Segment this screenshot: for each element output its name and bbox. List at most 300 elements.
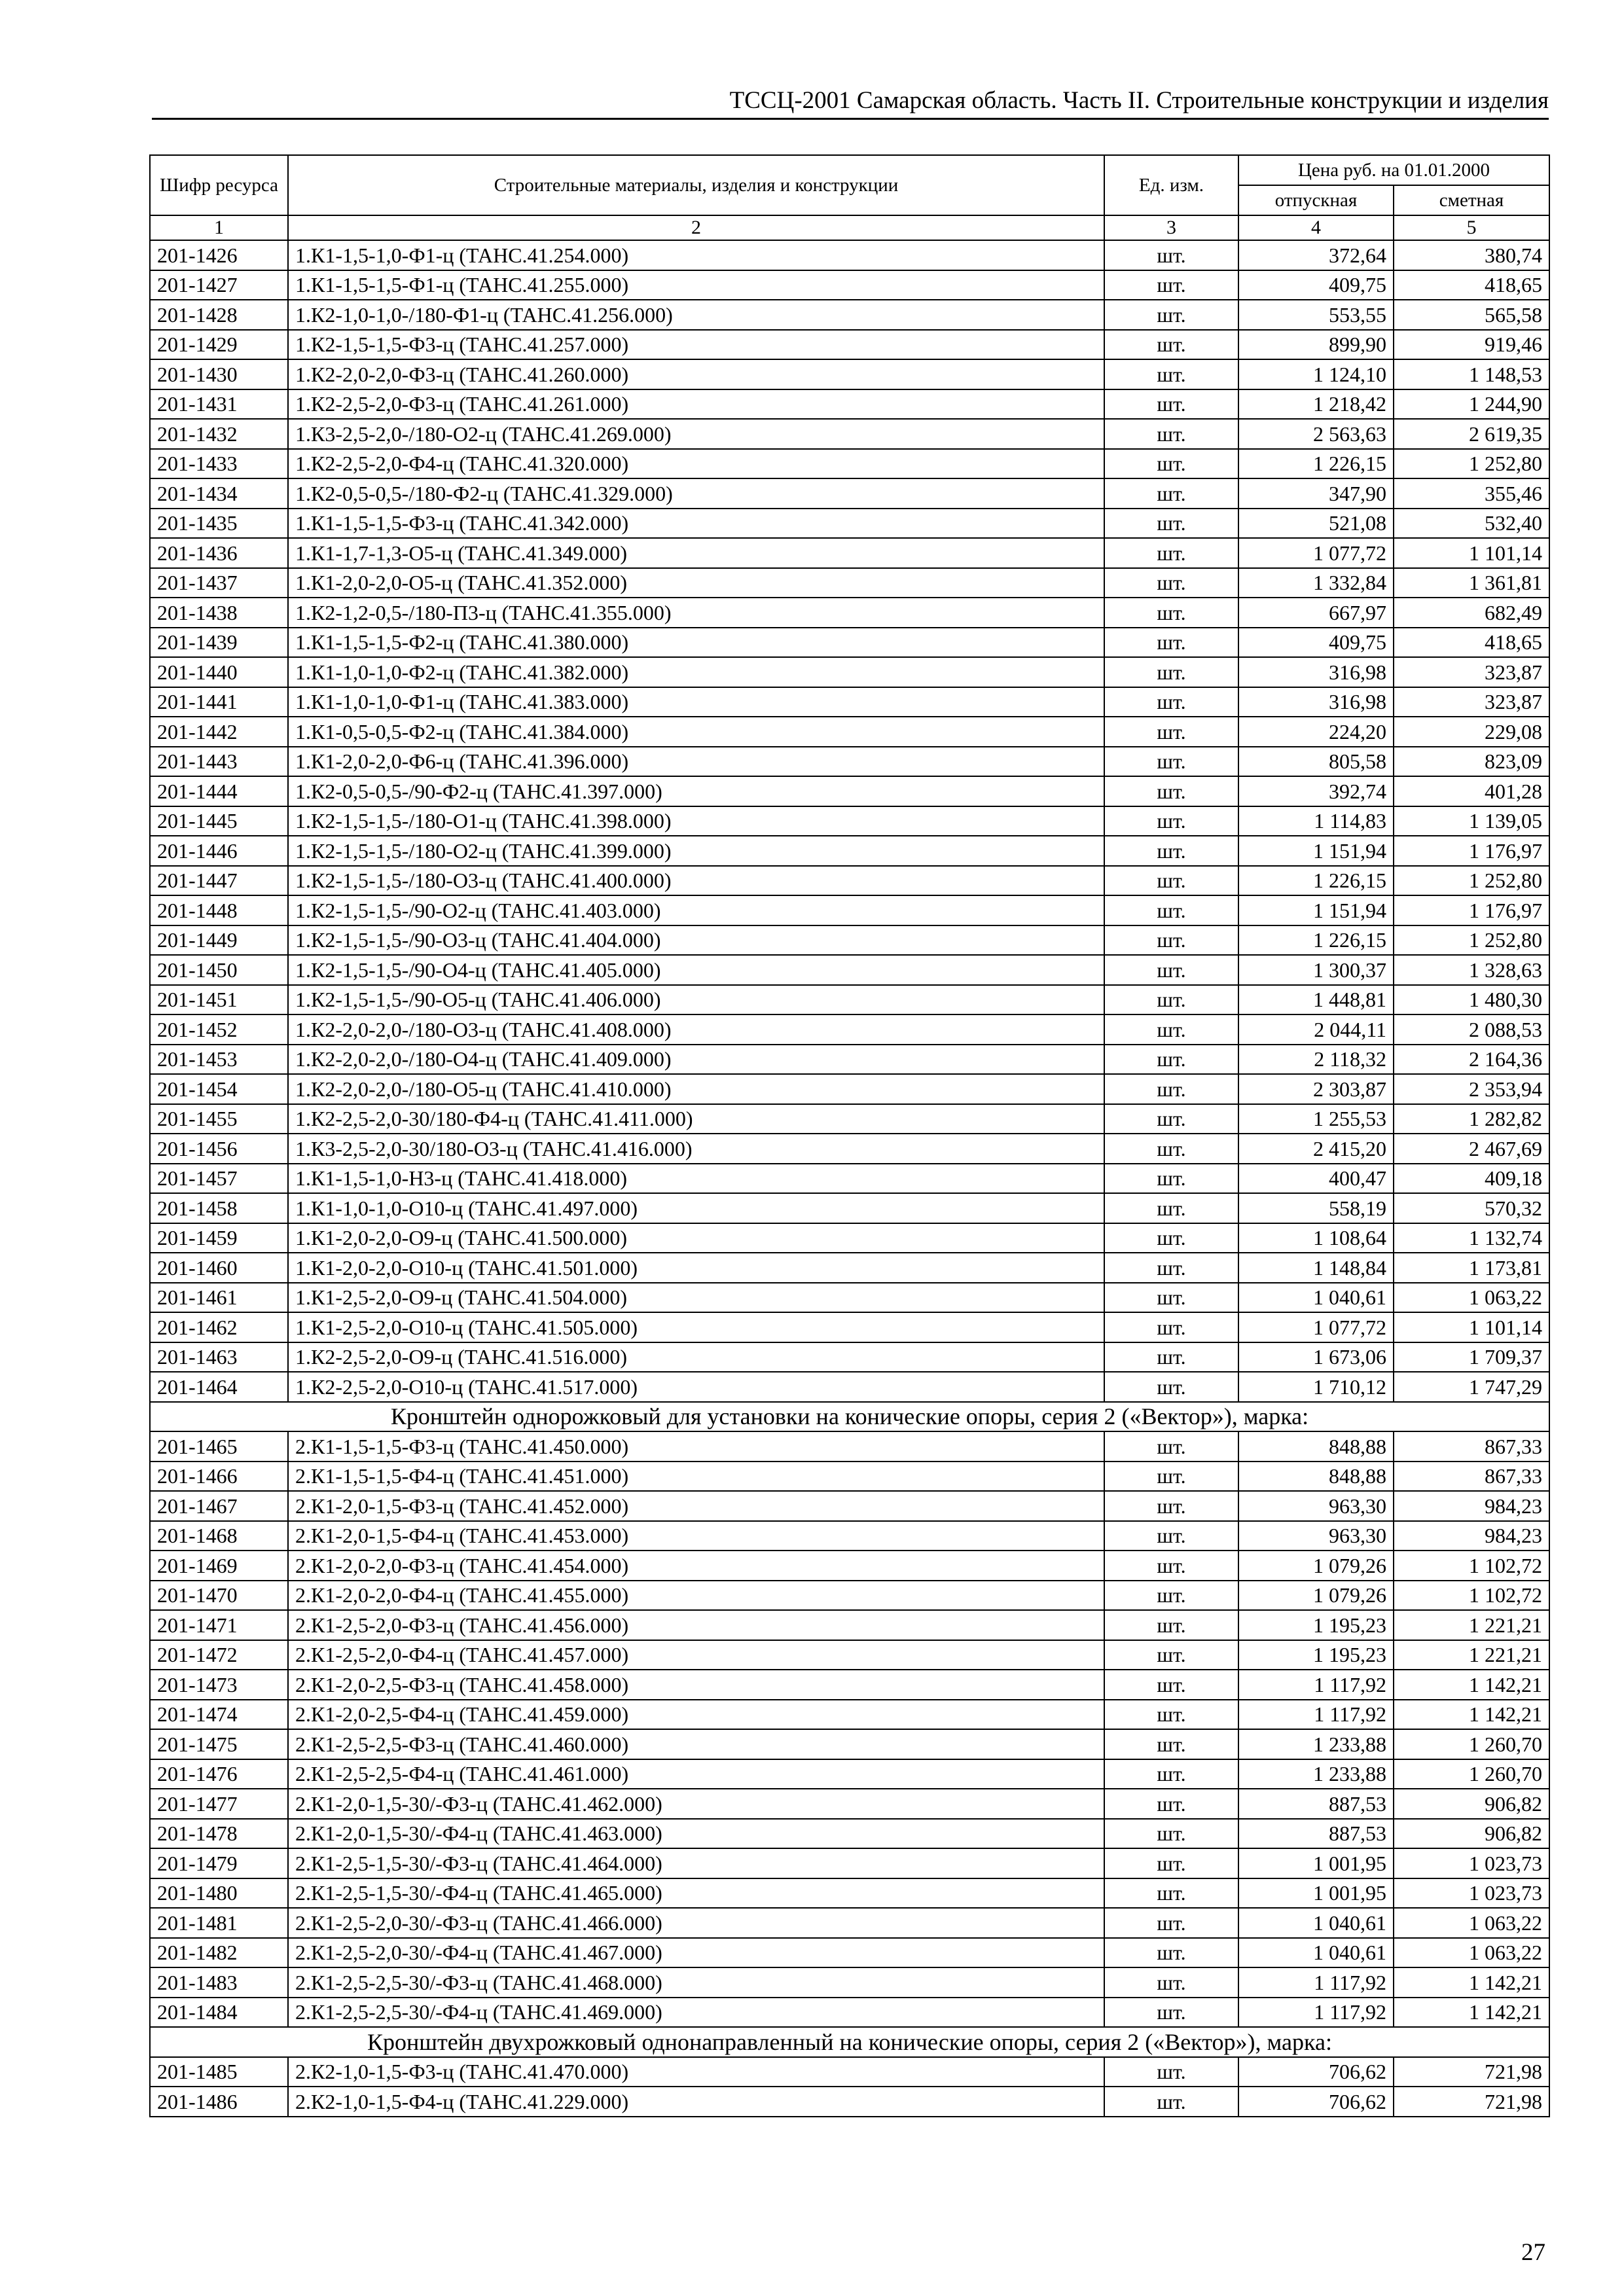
- cell-estimate-price: 1 142,21: [1394, 1700, 1549, 1730]
- cell-estimate-price: 2 088,53: [1394, 1014, 1549, 1045]
- cell-unit: шт.: [1104, 509, 1238, 539]
- cell-name: 1.К2-2,0-2,0-Ф3-ц (ТАНС.41.260.000): [288, 359, 1104, 389]
- cell-release-price: 1 332,84: [1238, 568, 1394, 598]
- cell-name: 2.К1-2,5-2,5-30/-Ф4-ц (ТАНС.41.469.000): [288, 1998, 1104, 2028]
- cell-release-price: 1 079,26: [1238, 1551, 1394, 1581]
- cell-estimate-price: 1 260,70: [1394, 1759, 1549, 1789]
- cell-unit: шт.: [1104, 1074, 1238, 1104]
- cell-release-price: 558,19: [1238, 1193, 1394, 1223]
- table-row: [150, 1819, 1549, 1849]
- cell-unit: шт.: [1104, 1372, 1238, 1402]
- cell-release-price: 1 077,72: [1238, 538, 1394, 568]
- cell-unit: шт.: [1104, 1998, 1238, 2028]
- cell-name: 1.К2-1,5-1,5-/90-О2-ц (ТАНС.41.403.000): [288, 895, 1104, 925]
- cell-name: 1.К1-1,5-1,0-Н3-ц (ТАНС.41.418.000): [288, 1164, 1104, 1194]
- cell-release-price: 1 151,94: [1238, 836, 1394, 866]
- cell-unit: шт.: [1104, 1312, 1238, 1342]
- cell-estimate-price: 401,28: [1394, 776, 1549, 806]
- cell-estimate-price: 1 142,21: [1394, 1670, 1549, 1700]
- cell-name: 2.К1-2,5-2,0-30/-Ф3-ц (ТАНС.41.466.000): [288, 1908, 1104, 1938]
- cell-estimate-price: 1 142,21: [1394, 1967, 1549, 1998]
- table-row: [150, 1491, 1549, 1521]
- table-row: [150, 2087, 1549, 2117]
- cell-estimate-price: 1 063,22: [1394, 1938, 1549, 1968]
- table-row: [150, 1283, 1549, 1313]
- cell-unit: шт.: [1104, 866, 1238, 896]
- cell-release-price: 1 233,88: [1238, 1729, 1394, 1759]
- cell-code: 201-1471: [150, 1610, 288, 1640]
- cell-code: 201-1437: [150, 568, 288, 598]
- header-release-price: отпускная: [1238, 185, 1394, 215]
- header-unit: Ед. изм.: [1104, 155, 1238, 215]
- table-row: [150, 806, 1549, 836]
- cell-code: 201-1454: [150, 1074, 288, 1104]
- header-name: Строительные материалы, изделия и конструкции: [288, 155, 1104, 215]
- cell-name: 1.К1-2,5-2,0-О10-ц (ТАНС.41.505.000): [288, 1312, 1104, 1342]
- table-row: [150, 1431, 1549, 1462]
- cell-estimate-price: 1 328,63: [1394, 955, 1549, 985]
- cell-name: 2.К1-2,0-2,0-Ф3-ц (ТАНС.41.454.000): [288, 1551, 1104, 1581]
- cell-release-price: 1 124,10: [1238, 359, 1394, 389]
- header-estimate-price: сметная: [1394, 185, 1549, 215]
- table-row: [150, 687, 1549, 717]
- table-row: [150, 300, 1549, 330]
- cell-release-price: 1 226,15: [1238, 925, 1394, 956]
- cell-release-price: 1 710,12: [1238, 1372, 1394, 1402]
- cell-name: 1.К2-2,5-2,0-Ф4-ц (ТАНС.41.320.000): [288, 449, 1104, 479]
- cell-name: 2.К1-2,0-2,0-Ф4-ц (ТАНС.41.455.000): [288, 1581, 1104, 1611]
- cell-name: 2.К1-2,5-2,5-Ф4-ц (ТАНС.41.461.000): [288, 1759, 1104, 1789]
- cell-estimate-price: 1 102,72: [1394, 1581, 1549, 1611]
- table-row: [150, 717, 1549, 747]
- cell-code: 201-1468: [150, 1521, 288, 1551]
- table-row: [150, 925, 1549, 956]
- cell-release-price: 1 117,92: [1238, 1998, 1394, 2028]
- cell-code: 201-1473: [150, 1670, 288, 1700]
- cell-unit: шт.: [1104, 717, 1238, 747]
- table-row: [150, 1967, 1549, 1998]
- cell-code: 201-1464: [150, 1372, 288, 1402]
- cell-release-price: 400,47: [1238, 1164, 1394, 1194]
- cell-unit: шт.: [1104, 1700, 1238, 1730]
- table-row: [150, 985, 1549, 1015]
- cell-name: 1.К3-2,5-2,0-/180-О2-ц (ТАНС.41.269.000): [288, 419, 1104, 449]
- cell-release-price: 899,90: [1238, 330, 1394, 360]
- cell-code: 201-1475: [150, 1729, 288, 1759]
- section-title: Кронштейн однорожковый для установки на конические опоры, серия 2 («Вектор»), марка:: [150, 1402, 1549, 1432]
- cell-name: 1.К2-2,5-2,0-О9-ц (ТАНС.41.516.000): [288, 1342, 1104, 1372]
- cell-code: 201-1479: [150, 1848, 288, 1878]
- cell-estimate-price: 1 244,90: [1394, 389, 1549, 420]
- cell-code: 201-1446: [150, 836, 288, 866]
- cell-release-price: 706,62: [1238, 2057, 1394, 2087]
- cell-name: 1.К1-2,5-2,0-О9-ц (ТАНС.41.504.000): [288, 1283, 1104, 1313]
- cell-release-price: 2 118,32: [1238, 1045, 1394, 1075]
- cell-unit: шт.: [1104, 449, 1238, 479]
- table-row: [150, 1938, 1549, 1968]
- cell-estimate-price: 1 221,21: [1394, 1640, 1549, 1670]
- cell-name: 1.К1-1,0-1,0-О10-ц (ТАНС.41.497.000): [288, 1193, 1104, 1223]
- cell-unit: шт.: [1104, 1938, 1238, 1968]
- cell-unit: шт.: [1104, 330, 1238, 360]
- cell-name: 1.К3-2,5-2,0-30/180-О3-ц (ТАНС.41.416.000): [288, 1134, 1104, 1164]
- table-row: [150, 509, 1549, 539]
- cell-unit: шт.: [1104, 657, 1238, 687]
- cell-name: 1.К2-2,5-2,0-30/180-Ф4-ц (ТАНС.41.411.000): [288, 1104, 1104, 1134]
- header-col-number: 2: [288, 215, 1104, 240]
- cell-code: 201-1461: [150, 1283, 288, 1313]
- cell-name: 2.К1-2,5-2,5-30/-Ф3-ц (ТАНС.41.468.000): [288, 1967, 1104, 1998]
- cell-code: 201-1470: [150, 1581, 288, 1611]
- cell-name: 2.К2-1,0-1,5-Ф3-ц (ТАНС.41.470.000): [288, 2057, 1104, 2087]
- cell-code: 201-1439: [150, 628, 288, 658]
- cell-name: 2.К1-2,0-2,5-Ф3-ц (ТАНС.41.458.000): [288, 1670, 1104, 1700]
- cell-unit: шт.: [1104, 1223, 1238, 1253]
- table-row: [150, 1848, 1549, 1878]
- cell-code: 201-1449: [150, 925, 288, 956]
- table-row: [150, 1610, 1549, 1640]
- cell-unit: шт.: [1104, 985, 1238, 1015]
- cell-estimate-price: 1 361,81: [1394, 568, 1549, 598]
- cell-name: 1.К2-2,5-2,0-О10-ц (ТАНС.41.517.000): [288, 1372, 1104, 1402]
- cell-unit: шт.: [1104, 1551, 1238, 1581]
- cell-estimate-price: 532,40: [1394, 509, 1549, 539]
- cell-unit: шт.: [1104, 568, 1238, 598]
- cell-estimate-price: 1 142,21: [1394, 1998, 1549, 2028]
- page-number: 27: [1521, 2239, 1545, 2266]
- cell-unit: шт.: [1104, 389, 1238, 420]
- cell-name: 2.К1-2,0-1,5-30/-Ф3-ц (ТАНС.41.462.000): [288, 1789, 1104, 1819]
- cell-unit: шт.: [1104, 836, 1238, 866]
- cell-name: 2.К1-2,5-2,0-Ф4-ц (ТАНС.41.457.000): [288, 1640, 1104, 1670]
- cell-unit: шт.: [1104, 1848, 1238, 1878]
- cell-code: 201-1450: [150, 955, 288, 985]
- cell-code: 201-1444: [150, 776, 288, 806]
- cell-estimate-price: 2 619,35: [1394, 419, 1549, 449]
- cell-estimate-price: 565,58: [1394, 300, 1549, 330]
- cell-name: 2.К1-1,5-1,5-Ф4-ц (ТАНС.41.451.000): [288, 1462, 1104, 1492]
- cell-estimate-price: 1 709,37: [1394, 1342, 1549, 1372]
- table-row: [150, 568, 1549, 598]
- cell-estimate-price: 906,82: [1394, 1819, 1549, 1849]
- cell-release-price: 224,20: [1238, 717, 1394, 747]
- cell-release-price: 1 218,42: [1238, 389, 1394, 420]
- table-row: [150, 419, 1549, 449]
- cell-unit: шт.: [1104, 895, 1238, 925]
- cell-code: 201-1455: [150, 1104, 288, 1134]
- cell-estimate-price: 1 176,97: [1394, 836, 1549, 866]
- table-row: [150, 1640, 1549, 1670]
- cell-code: 201-1482: [150, 1938, 288, 1968]
- price-table: [149, 154, 1550, 2117]
- cell-release-price: 2 415,20: [1238, 1134, 1394, 1164]
- cell-release-price: 1 255,53: [1238, 1104, 1394, 1134]
- cell-name: 2.К1-2,5-2,0-30/-Ф4-ц (ТАНС.41.467.000): [288, 1938, 1104, 1968]
- cell-code: 201-1435: [150, 509, 288, 539]
- cell-unit: шт.: [1104, 419, 1238, 449]
- cell-unit: шт.: [1104, 1134, 1238, 1164]
- cell-release-price: 409,75: [1238, 628, 1394, 658]
- cell-name: 1.К1-1,5-1,5-Ф2-ц (ТАНС.41.380.000): [288, 628, 1104, 658]
- header-col-number: 4: [1238, 215, 1394, 240]
- cell-code: 201-1486: [150, 2087, 288, 2117]
- cell-unit: шт.: [1104, 925, 1238, 956]
- cell-code: 201-1443: [150, 747, 288, 777]
- cell-code: 201-1448: [150, 895, 288, 925]
- cell-name: 1.К2-1,5-1,5-/180-О2-ц (ТАНС.41.399.000): [288, 836, 1104, 866]
- cell-name: 1.К2-0,5-0,5-/180-Ф2-ц (ТАНС.41.329.000): [288, 478, 1104, 509]
- cell-code: 201-1432: [150, 419, 288, 449]
- cell-estimate-price: 1 101,14: [1394, 538, 1549, 568]
- table-row: [150, 1759, 1549, 1789]
- table-row: [150, 359, 1549, 389]
- cell-release-price: 1 117,92: [1238, 1670, 1394, 1700]
- cell-release-price: 1 151,94: [1238, 895, 1394, 925]
- cell-unit: шт.: [1104, 1193, 1238, 1223]
- header-code: Шифр ресурса: [150, 155, 288, 215]
- cell-name: 2.К1-2,5-1,5-30/-Ф4-ц (ТАНС.41.465.000): [288, 1878, 1104, 1909]
- cell-code: 201-1469: [150, 1551, 288, 1581]
- cell-release-price: 553,55: [1238, 300, 1394, 330]
- cell-unit: шт.: [1104, 538, 1238, 568]
- cell-code: 201-1481: [150, 1908, 288, 1938]
- cell-release-price: 667,97: [1238, 598, 1394, 628]
- cell-unit: шт.: [1104, 1908, 1238, 1938]
- cell-name: 2.К1-2,0-1,5-Ф3-ц (ТАНС.41.452.000): [288, 1491, 1104, 1521]
- cell-name: 2.К1-2,0-2,5-Ф4-ц (ТАНС.41.459.000): [288, 1700, 1104, 1730]
- cell-name: 2.К1-2,5-2,5-Ф3-ц (ТАНС.41.460.000): [288, 1729, 1104, 1759]
- cell-unit: шт.: [1104, 1164, 1238, 1194]
- table-row: [150, 478, 1549, 509]
- cell-estimate-price: 1 063,22: [1394, 1908, 1549, 1938]
- cell-code: 201-1485: [150, 2057, 288, 2087]
- table-row: [150, 1104, 1549, 1134]
- table-row: [150, 1164, 1549, 1194]
- cell-code: 201-1442: [150, 717, 288, 747]
- cell-code: 201-1466: [150, 1462, 288, 1492]
- table-row: [150, 598, 1549, 628]
- cell-code: 201-1476: [150, 1759, 288, 1789]
- cell-code: 201-1436: [150, 538, 288, 568]
- cell-estimate-price: 2 467,69: [1394, 1134, 1549, 1164]
- cell-code: 201-1433: [150, 449, 288, 479]
- table-row: [150, 1551, 1549, 1581]
- cell-estimate-price: 1 139,05: [1394, 806, 1549, 836]
- cell-release-price: 963,30: [1238, 1491, 1394, 1521]
- table-row: [150, 1670, 1549, 1700]
- cell-estimate-price: 418,65: [1394, 270, 1549, 300]
- cell-code: 201-1459: [150, 1223, 288, 1253]
- cell-estimate-price: 1 101,14: [1394, 1312, 1549, 1342]
- cell-code: 201-1426: [150, 240, 288, 270]
- cell-name: 2.К1-2,5-2,0-Ф3-ц (ТАНС.41.456.000): [288, 1610, 1104, 1640]
- cell-release-price: 409,75: [1238, 270, 1394, 300]
- cell-unit: шт.: [1104, 1670, 1238, 1700]
- cell-code: 201-1458: [150, 1193, 288, 1223]
- cell-name: 1.К1-1,0-1,0-Ф2-ц (ТАНС.41.382.000): [288, 657, 1104, 687]
- cell-estimate-price: 867,33: [1394, 1462, 1549, 1492]
- table-row: [150, 1581, 1549, 1611]
- cell-release-price: 2 563,63: [1238, 419, 1394, 449]
- cell-code: 201-1440: [150, 657, 288, 687]
- page-header: [152, 84, 1549, 120]
- cell-name: 2.К1-2,0-1,5-30/-Ф4-ц (ТАНС.41.463.000): [288, 1819, 1104, 1849]
- cell-name: 1.К2-0,5-0,5-/90-Ф2-ц (ТАНС.41.397.000): [288, 776, 1104, 806]
- cell-release-price: 805,58: [1238, 747, 1394, 777]
- cell-estimate-price: 919,46: [1394, 330, 1549, 360]
- table-row: [150, 955, 1549, 985]
- cell-unit: шт.: [1104, 776, 1238, 806]
- table-row: [150, 895, 1549, 925]
- cell-estimate-price: 682,49: [1394, 598, 1549, 628]
- cell-estimate-price: 1 023,73: [1394, 1878, 1549, 1909]
- cell-release-price: 347,90: [1238, 478, 1394, 509]
- table-row: [150, 1014, 1549, 1045]
- cell-unit: шт.: [1104, 1462, 1238, 1492]
- cell-estimate-price: 1 747,29: [1394, 1372, 1549, 1402]
- cell-name: 1.К2-2,0-2,0-/180-О4-ц (ТАНС.41.409.000): [288, 1045, 1104, 1075]
- header-col-number: 5: [1394, 215, 1549, 240]
- cell-release-price: 1 195,23: [1238, 1640, 1394, 1670]
- cell-name: 2.К1-2,5-1,5-30/-Ф3-ц (ТАНС.41.464.000): [288, 1848, 1104, 1878]
- cell-code: 201-1428: [150, 300, 288, 330]
- cell-code: 201-1447: [150, 866, 288, 896]
- section-row: [150, 2027, 1549, 2057]
- cell-code: 201-1427: [150, 270, 288, 300]
- table-row: [150, 270, 1549, 300]
- cell-name: 1.К2-1,5-1,5-/90-О5-ц (ТАНС.41.406.000): [288, 985, 1104, 1015]
- cell-name: 1.К2-1,5-1,5-Ф3-ц (ТАНС.41.257.000): [288, 330, 1104, 360]
- cell-release-price: 316,98: [1238, 657, 1394, 687]
- cell-unit: шт.: [1104, 1789, 1238, 1819]
- cell-release-price: 848,88: [1238, 1462, 1394, 1492]
- cell-estimate-price: 721,98: [1394, 2057, 1549, 2087]
- table-row: [150, 1878, 1549, 1909]
- table-row: [150, 747, 1549, 777]
- header-price-group: Цена руб. на 01.01.2000: [1238, 155, 1549, 185]
- cell-estimate-price: 906,82: [1394, 1789, 1549, 1819]
- cell-unit: шт.: [1104, 1014, 1238, 1045]
- cell-code: 201-1438: [150, 598, 288, 628]
- cell-estimate-price: 409,18: [1394, 1164, 1549, 1194]
- cell-release-price: 1 233,88: [1238, 1759, 1394, 1789]
- cell-release-price: 1 148,84: [1238, 1253, 1394, 1283]
- cell-code: 201-1465: [150, 1431, 288, 1462]
- cell-unit: шт.: [1104, 1610, 1238, 1640]
- cell-name: 1.К1-2,0-2,0-О10-ц (ТАНС.41.501.000): [288, 1253, 1104, 1283]
- table-row: [150, 1253, 1549, 1283]
- cell-release-price: 1 117,92: [1238, 1700, 1394, 1730]
- table-row: [150, 1908, 1549, 1938]
- cell-estimate-price: 1 132,74: [1394, 1223, 1549, 1253]
- cell-name: 1.К1-1,5-1,0-Ф1-ц (ТАНС.41.254.000): [288, 240, 1104, 270]
- cell-estimate-price: 984,23: [1394, 1521, 1549, 1551]
- cell-release-price: 1 448,81: [1238, 985, 1394, 1015]
- cell-code: 201-1457: [150, 1164, 288, 1194]
- cell-name: 1.К1-0,5-0,5-Ф2-ц (ТАНС.41.384.000): [288, 717, 1104, 747]
- cell-release-price: 1 040,61: [1238, 1938, 1394, 1968]
- cell-release-price: 1 226,15: [1238, 449, 1394, 479]
- cell-estimate-price: 323,87: [1394, 687, 1549, 717]
- cell-estimate-price: 2 353,94: [1394, 1074, 1549, 1104]
- cell-estimate-price: 418,65: [1394, 628, 1549, 658]
- cell-release-price: 887,53: [1238, 1789, 1394, 1819]
- cell-release-price: 1 117,92: [1238, 1967, 1394, 1998]
- cell-estimate-price: 1 221,21: [1394, 1610, 1549, 1640]
- cell-name: 1.К1-2,0-2,0-О9-ц (ТАНС.41.500.000): [288, 1223, 1104, 1253]
- cell-code: 201-1483: [150, 1967, 288, 1998]
- cell-unit: шт.: [1104, 2087, 1238, 2117]
- cell-unit: шт.: [1104, 300, 1238, 330]
- cell-estimate-price: 1 252,80: [1394, 866, 1549, 896]
- cell-estimate-price: 1 023,73: [1394, 1848, 1549, 1878]
- table-row: [150, 836, 1549, 866]
- cell-code: 201-1480: [150, 1878, 288, 1909]
- cell-code: 201-1453: [150, 1045, 288, 1075]
- cell-name: 1.К1-2,0-2,0-Ф6-ц (ТАНС.41.396.000): [288, 747, 1104, 777]
- table-row: [150, 1700, 1549, 1730]
- cell-release-price: 1 040,61: [1238, 1908, 1394, 1938]
- cell-estimate-price: 1 176,97: [1394, 895, 1549, 925]
- cell-code: 201-1430: [150, 359, 288, 389]
- cell-unit: шт.: [1104, 240, 1238, 270]
- cell-release-price: 1 114,83: [1238, 806, 1394, 836]
- table-row: [150, 1312, 1549, 1342]
- cell-name: 2.К2-1,0-1,5-Ф4-ц (ТАНС.41.229.000): [288, 2087, 1104, 2117]
- cell-unit: шт.: [1104, 955, 1238, 985]
- cell-code: 201-1445: [150, 806, 288, 836]
- cell-name: 1.К1-1,0-1,0-Ф1-ц (ТАНС.41.383.000): [288, 687, 1104, 717]
- cell-estimate-price: 823,09: [1394, 747, 1549, 777]
- header-title: ТССЦ-2001 Самарская область. Часть II. Строительные конструкции и изделия: [729, 87, 1549, 114]
- cell-release-price: 2 044,11: [1238, 1014, 1394, 1045]
- cell-estimate-price: 867,33: [1394, 1431, 1549, 1462]
- cell-release-price: 372,64: [1238, 240, 1394, 270]
- cell-estimate-price: 1 148,53: [1394, 359, 1549, 389]
- cell-code: 201-1463: [150, 1342, 288, 1372]
- cell-estimate-price: 1 260,70: [1394, 1729, 1549, 1759]
- cell-code: 201-1456: [150, 1134, 288, 1164]
- cell-code: 201-1484: [150, 1998, 288, 2028]
- cell-release-price: 1 108,64: [1238, 1223, 1394, 1253]
- cell-estimate-price: 1 480,30: [1394, 985, 1549, 1015]
- header-col-number: 3: [1104, 215, 1238, 240]
- table-row: [150, 1134, 1549, 1164]
- cell-estimate-price: 1 102,72: [1394, 1551, 1549, 1581]
- cell-release-price: 1 001,95: [1238, 1878, 1394, 1909]
- cell-code: 201-1467: [150, 1491, 288, 1521]
- cell-code: 201-1452: [150, 1014, 288, 1045]
- cell-estimate-price: 1 063,22: [1394, 1283, 1549, 1313]
- table-row: [150, 628, 1549, 658]
- cell-name: 1.К2-1,2-0,5-/180-П3-ц (ТАНС.41.355.000): [288, 598, 1104, 628]
- cell-release-price: 316,98: [1238, 687, 1394, 717]
- table-row: [150, 389, 1549, 420]
- cell-unit: шт.: [1104, 1878, 1238, 1909]
- table-row: [150, 1074, 1549, 1104]
- table-row: [150, 1372, 1549, 1402]
- cell-name: 1.К2-2,0-2,0-/180-О5-ц (ТАНС.41.410.000): [288, 1074, 1104, 1104]
- cell-release-price: 1 226,15: [1238, 866, 1394, 896]
- table-row: [150, 1998, 1549, 2028]
- cell-unit: шт.: [1104, 1104, 1238, 1134]
- cell-code: 201-1462: [150, 1312, 288, 1342]
- cell-release-price: 1 195,23: [1238, 1610, 1394, 1640]
- section-row: [150, 1402, 1549, 1432]
- cell-name: 1.К2-1,5-1,5-/90-О4-ц (ТАНС.41.405.000): [288, 955, 1104, 985]
- cell-code: 201-1478: [150, 1819, 288, 1849]
- cell-name: 1.К2-2,0-2,0-/180-О3-ц (ТАНС.41.408.000): [288, 1014, 1104, 1045]
